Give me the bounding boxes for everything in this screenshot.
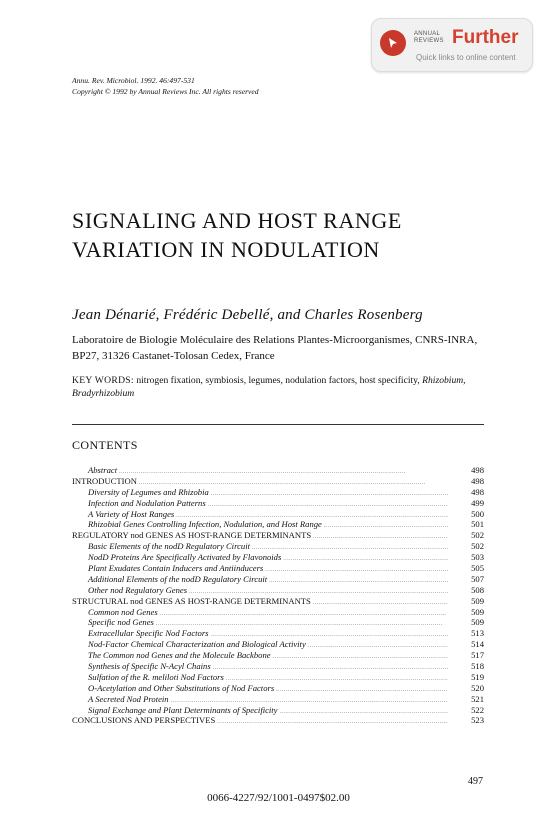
toc-entry-page: 500 (471, 508, 484, 519)
toc-entry[interactable] (72, 585, 484, 596)
toc-entry[interactable] (72, 683, 484, 694)
toc-entry-title: NodD Proteins Are Specifically Activated by Flavonoids (88, 552, 282, 563)
badge-publisher: ANNUAL REVIEWS (414, 31, 444, 44)
annual-reviews-further-badge[interactable] (371, 18, 533, 72)
toc-entry-title: Other nod Regulatory Genes (88, 584, 188, 595)
title-line-2: VARIATION IN NODULATION (72, 237, 380, 262)
toc-entry[interactable] (72, 509, 484, 520)
citation-journal: Annu. Rev. Microbiol. 1992. 46:497-531 (72, 76, 195, 85)
toc-entry-title: Rhizobial Genes Controlling Infection, Nodulation, and Host Range (88, 519, 322, 530)
toc-entry[interactable] (72, 498, 484, 509)
toc-entry-title: Abstract (88, 465, 118, 475)
page-number: 497 (468, 776, 483, 787)
toc-entry-title: CONCLUSIONS AND PERSPECTIVES (72, 715, 216, 726)
toc-entry[interactable] (72, 617, 484, 628)
toc-entry-page: 505 (471, 563, 484, 574)
toc-entry[interactable] (72, 639, 484, 650)
toc-entry-title: Sulfation of the R. meliloti Nod Factors (88, 671, 224, 682)
badge-subtitle: Quick links to online content (416, 53, 516, 62)
toc-entry[interactable] (72, 563, 484, 574)
affiliation: Laboratoire de Biologie Moléculaire des Relations Plantes-Microorganismes, CNRS-INRA, BP27, 31326 Castanet-Tolosan Cedex, France (72, 334, 478, 362)
toc-entry[interactable] (72, 574, 484, 585)
toc-entry-page: 503 (471, 552, 484, 563)
toc-entry[interactable] (72, 519, 484, 530)
toc-entry-page: 509 (471, 606, 484, 617)
toc-entry-page: 517 (471, 650, 484, 661)
toc-entry[interactable] (72, 694, 484, 705)
article-title (72, 206, 402, 264)
toc-entry-page: 499 (471, 497, 484, 508)
toc-entry-title: Additional Elements of the nodD Regulatory Circuit (88, 573, 268, 584)
table-of-contents (72, 465, 484, 726)
toc-entry-page: 507 (471, 573, 484, 584)
toc-entry-page: 501 (471, 519, 484, 530)
toc-entry-title: O-Acetylation and Other Substitutions of Nod Factors (88, 682, 275, 693)
toc-entry-title: Diversity of Legumes and Rhizobia (88, 486, 209, 497)
toc-entry-title: A Variety of Host Ranges (88, 508, 175, 519)
toc-entry-title: Synthesis of Specific N-Acyl Chains (88, 661, 211, 672)
toc-entry-page: 502 (471, 530, 484, 541)
toc-entry-page: 522 (471, 704, 484, 715)
toc-entry[interactable] (72, 715, 484, 726)
toc-entry[interactable] (72, 672, 484, 683)
divider (72, 424, 484, 425)
toc-entry[interactable] (72, 596, 484, 607)
toc-entry-page: 514 (471, 639, 484, 650)
badge-title: Further (452, 27, 519, 48)
toc-entry[interactable] (72, 487, 484, 498)
toc-entry-title: Plant Exudates Contain Inducers and Antiinducers (88, 563, 264, 574)
toc-entry[interactable] (72, 541, 484, 552)
toc-entry-page: 519 (471, 671, 484, 682)
authors: Jean Dénarié, Frédéric Debellé, and Charles Rosenberg (72, 307, 423, 323)
toc-entry[interactable] (72, 476, 484, 487)
toc-leader-dots (217, 715, 448, 728)
toc-entry-page: 521 (471, 693, 484, 704)
keywords (72, 374, 488, 400)
toc-entry-title: STRUCTURAL nod GENES AS HOST-RANGE DETERMINANTS (72, 595, 311, 606)
toc-entry-page: 518 (471, 661, 484, 672)
toc-entry-page: 498 (471, 465, 484, 475)
toc-entry-title: Signal Exchange and Plant Determinants of Specificity (88, 704, 278, 715)
toc-entry-page: 513 (471, 628, 484, 639)
toc-entry-title: REGULATORY nod GENES AS HOST-RANGE DETERMINANTS (72, 530, 312, 541)
keywords-terms: nitrogen fixation, symbiosis, legumes, nodulation factors, host specificity, (136, 375, 420, 386)
toc-entry-title: A Secreted Nod Protein (88, 693, 169, 704)
toc-entry[interactable] (72, 465, 484, 476)
toc-entry-title: INTRODUCTION (72, 475, 137, 486)
citation-copyright: Copyright © 1992 by Annual Reviews Inc. All rights reserved (72, 87, 259, 96)
contents-heading: CONTENTS (72, 438, 138, 452)
toc-entry-title: Basic Elements of the nodD Regulatory Circuit (88, 541, 250, 552)
toc-entry-page: 520 (471, 682, 484, 693)
cursor-icon (380, 30, 406, 56)
toc-entry[interactable] (72, 661, 484, 672)
toc-entry[interactable] (72, 650, 484, 661)
toc-entry-title: The Common nod Genes and the Molecule Backbone (88, 650, 271, 661)
toc-entry-page: 498 (471, 475, 484, 486)
title-line-1: SIGNALING AND HOST RANGE (72, 208, 402, 233)
toc-entry[interactable] (72, 552, 484, 563)
toc-entry-title: Extracellular Specific Nod Factors (88, 628, 209, 639)
toc-entry-page: 523 (471, 715, 484, 726)
citation (72, 75, 259, 97)
keywords-label: KEY WORDS: (72, 375, 134, 386)
toc-entry[interactable] (72, 607, 484, 618)
keywords-terms-italic: Rhizobium, Bradyrhizobium (72, 375, 466, 399)
toc-entry-title: Specific nod Genes (88, 617, 154, 628)
toc-entry-title: Common nod Genes (88, 606, 158, 617)
toc-entry-page: 508 (471, 584, 484, 595)
toc-entry-page: 509 (471, 595, 484, 606)
toc-entry-page: 509 (471, 617, 484, 628)
toc-entry-title: Infection and Nodulation Patterns (88, 497, 206, 508)
toc-entry-page: 502 (471, 541, 484, 552)
toc-entry-title: Nod-Factor Chemical Characterization and Biological Activity (88, 639, 306, 650)
footer-code: 0066-4227/92/1001-0497$02.00 (207, 792, 350, 804)
toc-entry[interactable] (72, 628, 484, 639)
toc-entry-page: 498 (471, 486, 484, 497)
toc-entry[interactable] (72, 530, 484, 541)
